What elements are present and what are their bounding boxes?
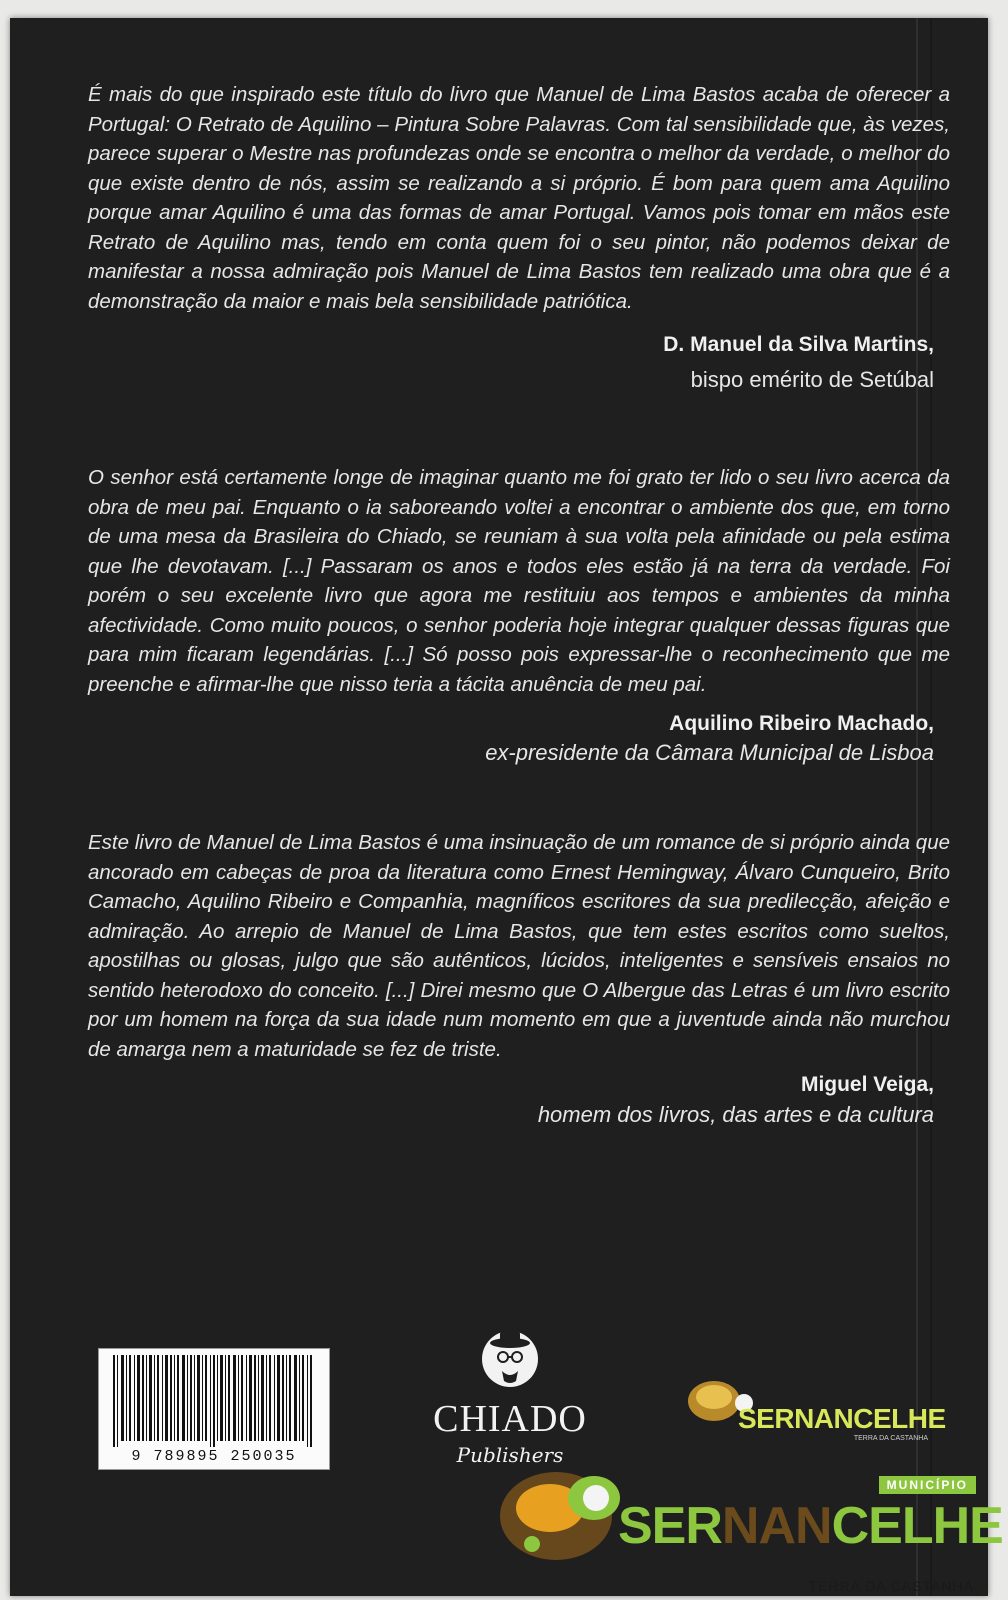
publisher-subtitle: Publishers [456,1443,564,1467]
quote-3 [88,828,950,1064]
quote-2-role: ex-presidente da Câmara Municipal de Lisboa [485,740,934,765]
watermark-name-part2: NAN [721,1497,832,1555]
isbn-number: 9 789895 250035 [131,1448,297,1465]
barcode-bars [99,1355,329,1455]
isbn-barcode [98,1348,330,1470]
sernancelhe-cover-subtitle: TERRA DA CASTANHA [853,1435,928,1442]
watermark-subtitle: TERRA DA CASTANHA [808,1578,974,1594]
chiado-publishers-logo [420,1325,600,1475]
publisher-name: CHIADO [433,1398,587,1440]
quote-2-author: Aquilino Ribeiro Machado, [669,712,934,735]
watermark-badge: MUNICÍPIO [879,1476,976,1494]
quote-3-text: Este livro de Manuel de Lima Bastos é uma insinuação de um romance de si próprio ainda que ancorado em cabeças de proa da literatura como Ernest Hemingway, Álvaro Cunqueiro, Brito Camacho, Aquilino Ribeiro e Companhia, magníficos escritores da sua predilecção, afeição e admiração. Ao arrepio de Manuel de Lima Bastos, que tem estes escritos como sueltos, apostilhas ou glosas, julgo que são autênticos, lúcidos, inteligentes e sensíveis ensaios no sentido heterodoxo do conceito. [...] Direi mesmo que O Albergue das Letras é um livro escrito por um homem na força da sua idade num momento em que a juventude ainda não murchou de amarga nem a maturidade se fez de triste. [88,831,950,1061]
quote-1-author: D. Manuel da Silva Martins, [663,333,934,356]
quote-1 [88,80,950,316]
watermark-name-part1: SER [618,1497,722,1555]
sernancelhe-cover-name: SERNANCELHE [738,1403,946,1434]
municipio-watermark [498,1458,1003,1600]
watermark-name [618,1496,1003,1556]
quote-1-role: bispo emérito de Setúbal [690,367,934,392]
quote-1-text: É mais do que inspirado este título do livro que Manuel de Lima Bastos acaba de oferecer a Portugal: O Retrato de Aquilino – Pintura Sobre Palavras. Com tal sensibilidade que, às vezes, parece superar o Mestre nas profundezas onde se encontra o melhor da verdade, o melhor do que existe dentro de nós, assim se realizando a si próprio. É bom para quem ama Aquilino porque amar Aquilino é uma das formas de amar Portugal. Vamos pois tomar em mãos este Retrato de Aquilino mas, tendo em conta quem foi o seu pintor, não podemos deixar de manifestar a nossa admiração pois Manuel de Lima Bastos tem realizado uma obra que é a demonstração da maior e mais bela sensibilidade patriótica. [88,83,950,313]
quote-3-author: Miguel Veiga, [800,1073,934,1096]
watermark-chestnut-icon [498,1458,628,1568]
watermark-name-part3: CELHE [831,1497,1003,1555]
quote-3-role: homem dos livros, das artes e da cultura [537,1102,934,1127]
quote-2 [88,463,950,699]
quote-2-text: O senhor está certamente longe de imaginar quanto me foi grato ter lido o seu livro acerca da obra de meu pai. Enquanto o ia saboreando voltei a encontrar o ambiente dos que, em torno de uma mesa da Brasileira do Chiado, se reuniam à sua volta pela afinidade ou pela estima que lhe devotavam. [...] Passaram os anos e todos eles estão já na terra da verdade. Foi porém o seu excelente livro que agora me restituiu aos tempos e ambientes da minha afectividade. Como muito poucos, o senhor poderia hoje integrar qualquer dessas figuras que para mim ficaram legendárias. [...] Só posso pois expressar-lhe o reconhecimento que me preenche e afirmar-lhe que nisso teria a tácita anuência de meu pai. [88,466,950,696]
sernancelhe-cover-logo [686,1375,946,1445]
publisher-emblem-icon [480,1325,540,1389]
